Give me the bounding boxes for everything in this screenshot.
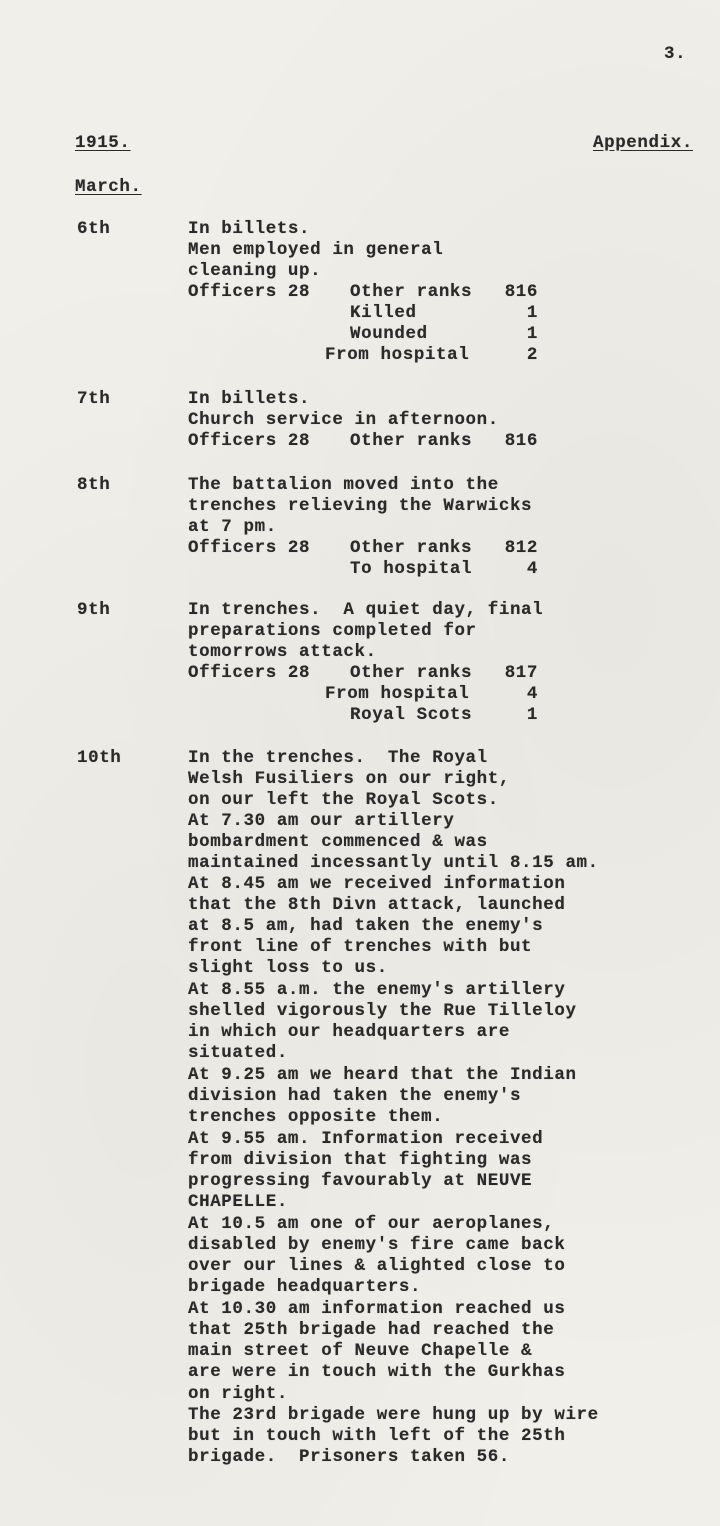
entry-line: preparations completed for [188, 621, 477, 641]
appendix-heading: Appendix. [593, 133, 693, 153]
entry-line: tomorrows attack. [188, 642, 377, 662]
entry-line: The 23rd brigade were hung up by wire [188, 1405, 599, 1425]
page-number: 3. [664, 44, 687, 64]
entry-line: At 8.55 a.m. the enemy's artillery [188, 980, 566, 1000]
entry-line: main street of Neuve Chapelle & [188, 1341, 533, 1361]
entry-line: bombardment commenced & was [188, 832, 488, 852]
entry-line: trenches opposite them. [188, 1107, 444, 1127]
officers-count: Officers 28 [188, 431, 311, 451]
entry-date: 10th [77, 748, 122, 768]
entry-line: In billets. [188, 389, 311, 409]
entry-line: In the trenches. The Royal [188, 748, 488, 768]
entry-line: situated. [188, 1043, 288, 1063]
figure-label: Other ranks [350, 663, 473, 683]
figure-value: 2 [526, 345, 538, 365]
figure-value: 1 [526, 303, 538, 323]
figure-label: Royal Scots [350, 705, 473, 725]
entry-line: Church service in afternoon. [188, 410, 499, 430]
entry-date: 6th [77, 219, 111, 239]
figure-label: Other ranks [350, 282, 473, 302]
entry-line: at 8.5 am, had taken the enemy's [188, 916, 544, 936]
figure-label: Wounded [350, 324, 428, 344]
entry-line: brigade headquarters. [188, 1277, 422, 1297]
entry-date: 9th [77, 600, 111, 620]
entry-line: At 7.30 am our artillery [188, 811, 455, 831]
figure-label: Other ranks [350, 431, 473, 451]
entry-date: 7th [77, 389, 111, 409]
figure-value: 816 [504, 431, 538, 451]
entry-line: At 10.5 am one of our aeroplanes, [188, 1214, 555, 1234]
entry-line: in which our headquarters are [188, 1022, 510, 1042]
entry-line: disabled by enemy's fire came back [188, 1235, 566, 1255]
figure-value: 1 [526, 324, 538, 344]
figure-label: From hospital [325, 345, 470, 365]
figure-label: To hospital [350, 559, 473, 579]
entry-line: At 10.30 am information reached us [188, 1299, 566, 1319]
figure-label: Other ranks [350, 538, 473, 558]
entry-line: cleaning up. [188, 261, 322, 281]
figure-value: 4 [526, 684, 538, 704]
figure-value: 1 [526, 705, 538, 725]
figure-label: Killed [350, 303, 417, 323]
officers-count: Officers 28 [188, 663, 311, 683]
entry-line: division had taken the enemy's [188, 1086, 522, 1106]
entry-line: In billets. [188, 219, 311, 239]
entry-line: at 7 pm. [188, 517, 277, 537]
entry-line: front line of trenches with but [188, 937, 533, 957]
entry-line: Welsh Fusiliers on our right, [188, 769, 510, 789]
entry-line: progressing favourably at NEUVE [188, 1171, 533, 1191]
entry-line: that 25th brigade had reached the [188, 1320, 555, 1340]
entry-line: shelled vigorously the Rue Tilleloy [188, 1001, 577, 1021]
entry-line: brigade. Prisoners taken 56. [188, 1447, 510, 1467]
officers-count: Officers 28 [188, 282, 311, 302]
entry-line: that the 8th Divn attack, launched [188, 895, 566, 915]
entry-line: In trenches. A quiet day, final [188, 600, 544, 620]
entry-line: At 8.45 am we received information [188, 874, 566, 894]
entry-line: Men employed in general [188, 240, 444, 260]
entry-line: At 9.25 am we heard that the Indian [188, 1065, 577, 1085]
figure-value: 817 [504, 663, 538, 683]
entry-line: At 9.55 am. Information received [188, 1129, 544, 1149]
entry-line: on right. [188, 1384, 288, 1404]
month-heading: March. [75, 177, 142, 197]
figure-value: 812 [504, 538, 538, 558]
entry-line: The battalion moved into the [188, 475, 499, 495]
figure-value: 4 [526, 559, 538, 579]
entry-line: over our lines & alighted close to [188, 1256, 566, 1276]
entry-line: slight loss to us. [188, 958, 388, 978]
entry-line: CHAPELLE. [188, 1192, 288, 1212]
entry-line: from division that fighting was [188, 1150, 533, 1170]
entry-line: trenches relieving the Warwicks [188, 496, 533, 516]
entry-line: but in touch with left of the 25th [188, 1426, 566, 1446]
figure-value: 816 [504, 282, 538, 302]
entry-line: maintained incessantly until 8.15 am. [188, 853, 599, 873]
year-heading: 1915. [75, 133, 131, 153]
officers-count: Officers 28 [188, 538, 311, 558]
entry-line: are were in touch with the Gurkhas [188, 1362, 566, 1382]
entry-date: 8th [77, 475, 111, 495]
entry-line: on our left the Royal Scots. [188, 790, 499, 810]
figure-label: From hospital [325, 684, 470, 704]
